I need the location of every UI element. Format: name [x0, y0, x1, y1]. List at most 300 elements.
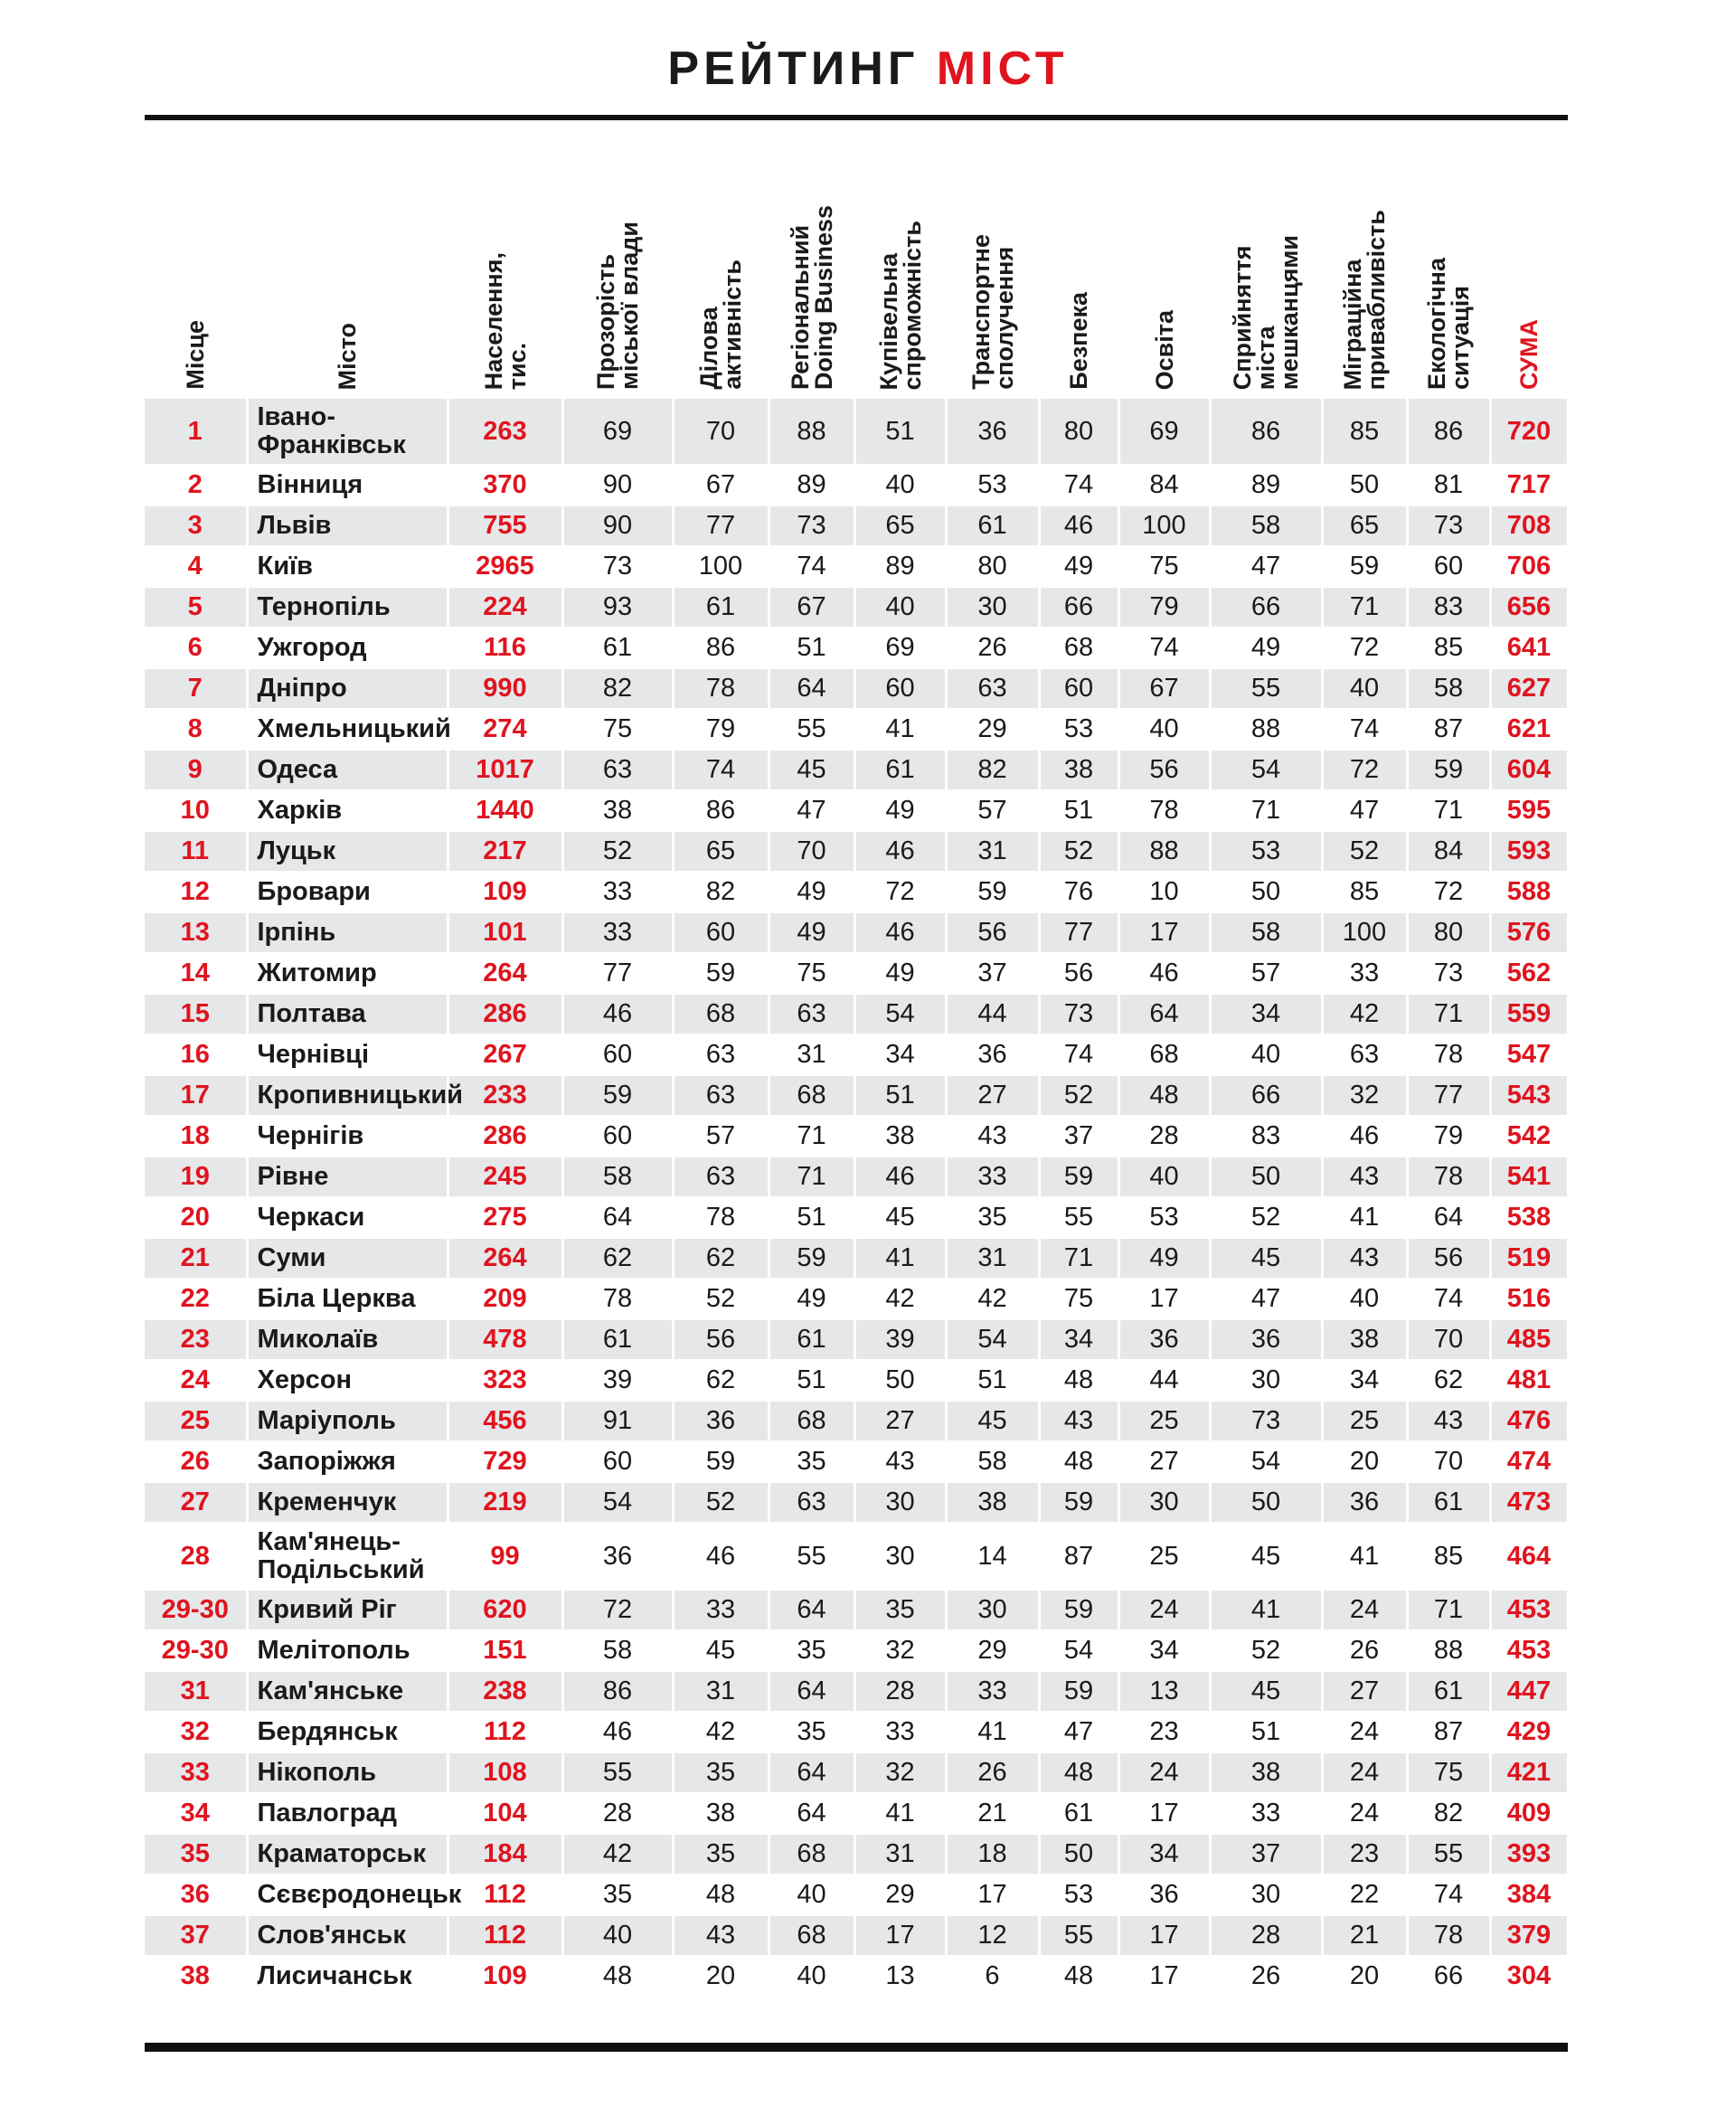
place-cell: 23 [145, 1319, 247, 1360]
score-cell: 41 [1322, 1197, 1407, 1238]
table-row [145, 546, 1568, 587]
score-cell: 74 [1322, 709, 1407, 750]
population-cell: 286 [448, 994, 562, 1034]
score-cell: 25 [1118, 1523, 1210, 1590]
score-cell: 43 [1322, 1157, 1407, 1197]
table-row [145, 912, 1568, 953]
population-cell: 116 [448, 628, 562, 668]
score-cell: 39 [562, 1360, 673, 1401]
score-cell: 28 [1210, 1915, 1322, 1956]
score-cell: 54 [946, 1319, 1039, 1360]
score-cell: 22 [1322, 1875, 1407, 1915]
score-cell: 61 [1407, 1671, 1490, 1712]
score-cell: 24 [1322, 1712, 1407, 1752]
score-cell: 73 [1039, 994, 1118, 1034]
place-cell: 26 [145, 1441, 247, 1482]
city-cell: Кременчук [247, 1482, 448, 1523]
score-cell: 51 [769, 1360, 854, 1401]
table-row [145, 1752, 1568, 1793]
score-cell: 100 [1118, 505, 1210, 546]
score-cell: 31 [769, 1034, 854, 1075]
score-cell: 72 [1322, 628, 1407, 668]
score-cell: 56 [1118, 750, 1210, 790]
city-cell: Слов'янськ [247, 1915, 448, 1956]
score-cell: 80 [946, 546, 1039, 587]
place-cell: 34 [145, 1793, 247, 1834]
score-cell: 62 [1407, 1360, 1490, 1401]
score-cell: 61 [1407, 1482, 1490, 1523]
score-cell: 49 [1039, 546, 1118, 587]
score-cell: 60 [562, 1441, 673, 1482]
population-cell: 267 [448, 1034, 562, 1075]
sum-cell: 543 [1490, 1075, 1568, 1116]
score-cell: 87 [1039, 1523, 1118, 1590]
score-cell: 63 [673, 1034, 769, 1075]
score-cell: 40 [854, 587, 946, 628]
score-cell: 48 [673, 1875, 769, 1915]
score-cell: 73 [1407, 505, 1490, 546]
score-cell: 40 [854, 465, 946, 505]
score-cell: 64 [562, 1197, 673, 1238]
sum-cell: 576 [1490, 912, 1568, 953]
header-sum [1490, 120, 1568, 398]
city-cell: Кропивницький [247, 1075, 448, 1116]
score-cell: 82 [562, 668, 673, 709]
score-cell: 74 [1039, 465, 1118, 505]
population-cell: 109 [448, 872, 562, 912]
header-business-activity-label: Ділова активність [695, 260, 746, 390]
score-cell: 54 [1039, 1630, 1118, 1671]
score-cell: 37 [946, 953, 1039, 994]
score-cell: 61 [946, 505, 1039, 546]
city-cell: Ужгород [247, 628, 448, 668]
score-cell: 40 [769, 1875, 854, 1915]
score-cell: 59 [1039, 1157, 1118, 1197]
place-cell: 31 [145, 1671, 247, 1712]
score-cell: 64 [769, 1671, 854, 1712]
score-cell: 70 [1407, 1441, 1490, 1482]
score-cell: 49 [854, 953, 946, 994]
score-cell: 23 [1322, 1834, 1407, 1875]
city-cell: Вінниця [247, 465, 448, 505]
score-cell: 56 [673, 1319, 769, 1360]
score-cell: 6 [946, 1956, 1039, 1997]
score-cell: 59 [673, 1441, 769, 1482]
city-cell: Хмельницький [247, 709, 448, 750]
score-cell: 49 [769, 872, 854, 912]
population-cell: 104 [448, 1793, 562, 1834]
score-cell: 63 [673, 1157, 769, 1197]
score-cell: 33 [673, 1590, 769, 1630]
table-row [145, 1482, 1568, 1523]
score-cell: 31 [946, 1238, 1039, 1279]
place-cell: 15 [145, 994, 247, 1034]
score-cell: 58 [946, 1441, 1039, 1482]
score-cell: 33 [946, 1671, 1039, 1712]
population-cell: 209 [448, 1279, 562, 1319]
score-cell: 69 [1118, 398, 1210, 465]
score-cell: 47 [769, 790, 854, 831]
sum-cell: 481 [1490, 1360, 1568, 1401]
header-business-activity [673, 120, 769, 398]
city-cell: Кам'янське [247, 1671, 448, 1712]
score-cell: 39 [854, 1319, 946, 1360]
table-row [145, 1401, 1568, 1441]
score-cell: 53 [1210, 831, 1322, 872]
score-cell: 87 [1407, 1712, 1490, 1752]
header-transparency-label: Прозорість міської влади [592, 222, 643, 390]
city-cell: Рівне [247, 1157, 448, 1197]
score-cell: 78 [562, 1279, 673, 1319]
population-cell: 264 [448, 953, 562, 994]
header-row [145, 120, 1568, 398]
score-cell: 31 [854, 1834, 946, 1875]
score-cell: 49 [1210, 628, 1322, 668]
header-transparency [562, 120, 673, 398]
place-cell: 16 [145, 1034, 247, 1075]
population-cell: 370 [448, 465, 562, 505]
place-cell: 12 [145, 872, 247, 912]
score-cell: 73 [1407, 953, 1490, 994]
population-cell: 184 [448, 1834, 562, 1875]
score-cell: 71 [1407, 790, 1490, 831]
city-cell: Маріуполь [247, 1401, 448, 1441]
score-cell: 34 [1210, 994, 1322, 1034]
score-cell: 86 [1407, 398, 1490, 465]
sum-cell: 641 [1490, 628, 1568, 668]
score-cell: 17 [1118, 1279, 1210, 1319]
score-cell: 32 [854, 1752, 946, 1793]
score-cell: 28 [854, 1671, 946, 1712]
score-cell: 80 [1039, 398, 1118, 465]
score-cell: 30 [946, 587, 1039, 628]
population-cell: 112 [448, 1915, 562, 1956]
score-cell: 74 [769, 546, 854, 587]
table-row [145, 1197, 1568, 1238]
score-cell: 64 [1407, 1197, 1490, 1238]
score-cell: 36 [946, 1034, 1039, 1075]
score-cell: 71 [1210, 790, 1322, 831]
score-cell: 52 [1039, 1075, 1118, 1116]
score-cell: 48 [1039, 1441, 1118, 1482]
score-cell: 46 [1322, 1116, 1407, 1157]
city-cell: Запоріжжя [247, 1441, 448, 1482]
place-cell: 10 [145, 790, 247, 831]
score-cell: 48 [1118, 1075, 1210, 1116]
score-cell: 42 [946, 1279, 1039, 1319]
place-cell: 25 [145, 1401, 247, 1441]
score-cell: 30 [1118, 1482, 1210, 1523]
place-cell: 29-30 [145, 1630, 247, 1671]
score-cell: 46 [1039, 505, 1118, 546]
score-cell: 33 [562, 872, 673, 912]
score-cell: 56 [946, 912, 1039, 953]
score-cell: 72 [854, 872, 946, 912]
population-cell: 233 [448, 1075, 562, 1116]
sum-cell: 453 [1490, 1590, 1568, 1630]
score-cell: 33 [562, 912, 673, 953]
score-cell: 25 [1322, 1401, 1407, 1441]
score-cell: 72 [562, 1590, 673, 1630]
score-cell: 42 [673, 1712, 769, 1752]
score-cell: 53 [1118, 1197, 1210, 1238]
score-cell: 59 [1039, 1590, 1118, 1630]
score-cell: 74 [673, 750, 769, 790]
score-cell: 72 [1322, 750, 1407, 790]
score-cell: 36 [1118, 1319, 1210, 1360]
score-cell: 50 [1039, 1834, 1118, 1875]
table-row [145, 1590, 1568, 1630]
score-cell: 59 [946, 872, 1039, 912]
score-cell: 73 [562, 546, 673, 587]
place-cell: 33 [145, 1752, 247, 1793]
score-cell: 74 [1407, 1279, 1490, 1319]
score-cell: 32 [1322, 1075, 1407, 1116]
score-cell: 46 [562, 994, 673, 1034]
score-cell: 33 [946, 1157, 1039, 1197]
table-body [145, 398, 1568, 1997]
score-cell: 71 [1039, 1238, 1118, 1279]
score-cell: 51 [1039, 790, 1118, 831]
score-cell: 63 [769, 1482, 854, 1523]
table-row [145, 1034, 1568, 1075]
header-perception-label: Сприйняття міста мешканцями [1229, 234, 1303, 390]
score-cell: 45 [946, 1401, 1039, 1441]
city-cell: Миколаїв [247, 1319, 448, 1360]
score-cell: 36 [1118, 1875, 1210, 1915]
score-cell: 34 [1118, 1630, 1210, 1671]
place-cell: 27 [145, 1482, 247, 1523]
table-row [145, 872, 1568, 912]
score-cell: 88 [1407, 1630, 1490, 1671]
score-cell: 88 [1210, 709, 1322, 750]
score-cell: 77 [1407, 1075, 1490, 1116]
score-cell: 30 [1210, 1875, 1322, 1915]
score-cell: 38 [673, 1793, 769, 1834]
place-cell: 17 [145, 1075, 247, 1116]
score-cell: 35 [562, 1875, 673, 1915]
score-cell: 78 [673, 1197, 769, 1238]
score-cell: 55 [769, 709, 854, 750]
population-cell: 109 [448, 1956, 562, 1997]
score-cell: 74 [1118, 628, 1210, 668]
score-cell: 61 [673, 587, 769, 628]
score-cell: 43 [946, 1116, 1039, 1157]
sum-cell: 429 [1490, 1712, 1568, 1752]
score-cell: 77 [673, 505, 769, 546]
score-cell: 60 [673, 912, 769, 953]
header-population [448, 120, 562, 398]
header-transport-label: Транспортне сполучення [967, 234, 1018, 390]
score-cell: 30 [946, 1590, 1039, 1630]
city-cell: Суми [247, 1238, 448, 1279]
header-safety-label: Безпека [1065, 292, 1092, 390]
place-cell: 37 [145, 1915, 247, 1956]
sum-cell: 717 [1490, 465, 1568, 505]
score-cell: 61 [854, 750, 946, 790]
score-cell: 26 [946, 1752, 1039, 1793]
table-row [145, 398, 1568, 465]
score-cell: 82 [1407, 1793, 1490, 1834]
city-cell: Полтава [247, 994, 448, 1034]
city-cell: Дніпро [247, 668, 448, 709]
place-cell: 35 [145, 1834, 247, 1875]
score-cell: 21 [946, 1793, 1039, 1834]
score-cell: 51 [769, 628, 854, 668]
score-cell: 75 [1039, 1279, 1118, 1319]
table-row [145, 1793, 1568, 1834]
score-cell: 100 [673, 546, 769, 587]
score-cell: 80 [1407, 912, 1490, 953]
score-cell: 71 [769, 1116, 854, 1157]
score-cell: 29 [854, 1875, 946, 1915]
score-cell: 43 [673, 1915, 769, 1956]
score-cell: 75 [1407, 1752, 1490, 1793]
score-cell: 48 [1039, 1956, 1118, 1997]
score-cell: 70 [1407, 1319, 1490, 1360]
place-cell: 18 [145, 1116, 247, 1157]
score-cell: 78 [1407, 1034, 1490, 1075]
score-cell: 49 [854, 790, 946, 831]
sum-cell: 720 [1490, 398, 1568, 465]
sum-cell: 547 [1490, 1034, 1568, 1075]
sum-cell: 656 [1490, 587, 1568, 628]
header-education-label: Освіта [1150, 309, 1178, 390]
score-cell: 47 [1322, 790, 1407, 831]
score-cell: 42 [854, 1279, 946, 1319]
score-cell: 57 [1210, 953, 1322, 994]
table-row [145, 1875, 1568, 1915]
score-cell: 86 [673, 628, 769, 668]
sum-cell: 453 [1490, 1630, 1568, 1671]
city-cell: Краматорськ [247, 1834, 448, 1875]
header-migration [1322, 120, 1407, 398]
score-cell: 51 [769, 1197, 854, 1238]
city-cell: Мелітополь [247, 1630, 448, 1671]
score-cell: 63 [562, 750, 673, 790]
score-cell: 33 [854, 1712, 946, 1752]
score-cell: 50 [1210, 1157, 1322, 1197]
score-cell: 17 [1118, 1793, 1210, 1834]
ranking-table-container [145, 120, 1568, 1997]
sum-cell: 559 [1490, 994, 1568, 1034]
header-city-label: Місто [334, 322, 361, 390]
score-cell: 41 [946, 1712, 1039, 1752]
score-cell: 90 [562, 465, 673, 505]
place-cell: 3 [145, 505, 247, 546]
title-part-2: МІСТ [936, 42, 1069, 95]
table-row [145, 1523, 1568, 1590]
score-cell: 45 [1210, 1523, 1322, 1590]
score-cell: 79 [673, 709, 769, 750]
score-cell: 65 [1322, 505, 1407, 546]
score-cell: 93 [562, 587, 673, 628]
score-cell: 74 [1407, 1875, 1490, 1915]
table-row [145, 1075, 1568, 1116]
score-cell: 46 [854, 831, 946, 872]
population-cell: 1440 [448, 790, 562, 831]
city-cell: Херсон [247, 1360, 448, 1401]
score-cell: 100 [1322, 912, 1407, 953]
place-cell: 32 [145, 1712, 247, 1752]
score-cell: 55 [562, 1752, 673, 1793]
city-cell: Павлоград [247, 1793, 448, 1834]
score-cell: 62 [673, 1360, 769, 1401]
score-cell: 60 [562, 1116, 673, 1157]
sum-cell: 595 [1490, 790, 1568, 831]
score-cell: 52 [1322, 831, 1407, 872]
sum-cell: 593 [1490, 831, 1568, 872]
header-population-label: Населення, тис. [479, 251, 531, 390]
score-cell: 38 [1039, 750, 1118, 790]
score-cell: 64 [769, 1793, 854, 1834]
score-cell: 35 [769, 1712, 854, 1752]
sum-cell: 421 [1490, 1752, 1568, 1793]
score-cell: 71 [1407, 1590, 1490, 1630]
score-cell: 55 [1039, 1197, 1118, 1238]
score-cell: 12 [946, 1915, 1039, 1956]
city-cell: Кривий Ріг [247, 1590, 448, 1630]
place-cell: 1 [145, 398, 247, 465]
score-cell: 34 [1118, 1834, 1210, 1875]
score-cell: 54 [562, 1482, 673, 1523]
score-cell: 53 [1039, 709, 1118, 750]
header-safety [1039, 120, 1118, 398]
score-cell: 45 [1210, 1671, 1322, 1712]
score-cell: 65 [854, 505, 946, 546]
score-cell: 66 [1407, 1956, 1490, 1997]
score-cell: 59 [1407, 750, 1490, 790]
score-cell: 40 [1322, 668, 1407, 709]
score-cell: 86 [673, 790, 769, 831]
score-cell: 35 [854, 1590, 946, 1630]
sum-cell: 519 [1490, 1238, 1568, 1279]
population-cell: 286 [448, 1116, 562, 1157]
city-cell: Кам'янець- Подільський [247, 1523, 448, 1590]
score-cell: 24 [1322, 1590, 1407, 1630]
score-cell: 51 [946, 1360, 1039, 1401]
score-cell: 69 [854, 628, 946, 668]
score-cell: 59 [562, 1075, 673, 1116]
score-cell: 46 [673, 1523, 769, 1590]
score-cell: 43 [1322, 1238, 1407, 1279]
page-title [0, 36, 1736, 101]
sum-cell: 562 [1490, 953, 1568, 994]
sum-cell: 474 [1490, 1441, 1568, 1482]
score-cell: 41 [1322, 1523, 1407, 1590]
sum-cell: 447 [1490, 1671, 1568, 1712]
place-cell: 19 [145, 1157, 247, 1197]
score-cell: 64 [769, 1752, 854, 1793]
place-cell: 20 [145, 1197, 247, 1238]
score-cell: 40 [1210, 1034, 1322, 1075]
city-cell: Нікополь [247, 1752, 448, 1793]
table-row [145, 465, 1568, 505]
score-cell: 25 [1118, 1401, 1210, 1441]
score-cell: 38 [854, 1116, 946, 1157]
population-cell: 274 [448, 709, 562, 750]
score-cell: 28 [562, 1793, 673, 1834]
sum-cell: 476 [1490, 1401, 1568, 1441]
score-cell: 57 [946, 790, 1039, 831]
score-cell: 43 [1407, 1401, 1490, 1441]
sum-cell: 384 [1490, 1875, 1568, 1915]
score-cell: 26 [1322, 1630, 1407, 1671]
score-cell: 58 [1210, 912, 1322, 953]
score-cell: 46 [1118, 953, 1210, 994]
table-row [145, 1671, 1568, 1712]
score-cell: 88 [769, 398, 854, 465]
